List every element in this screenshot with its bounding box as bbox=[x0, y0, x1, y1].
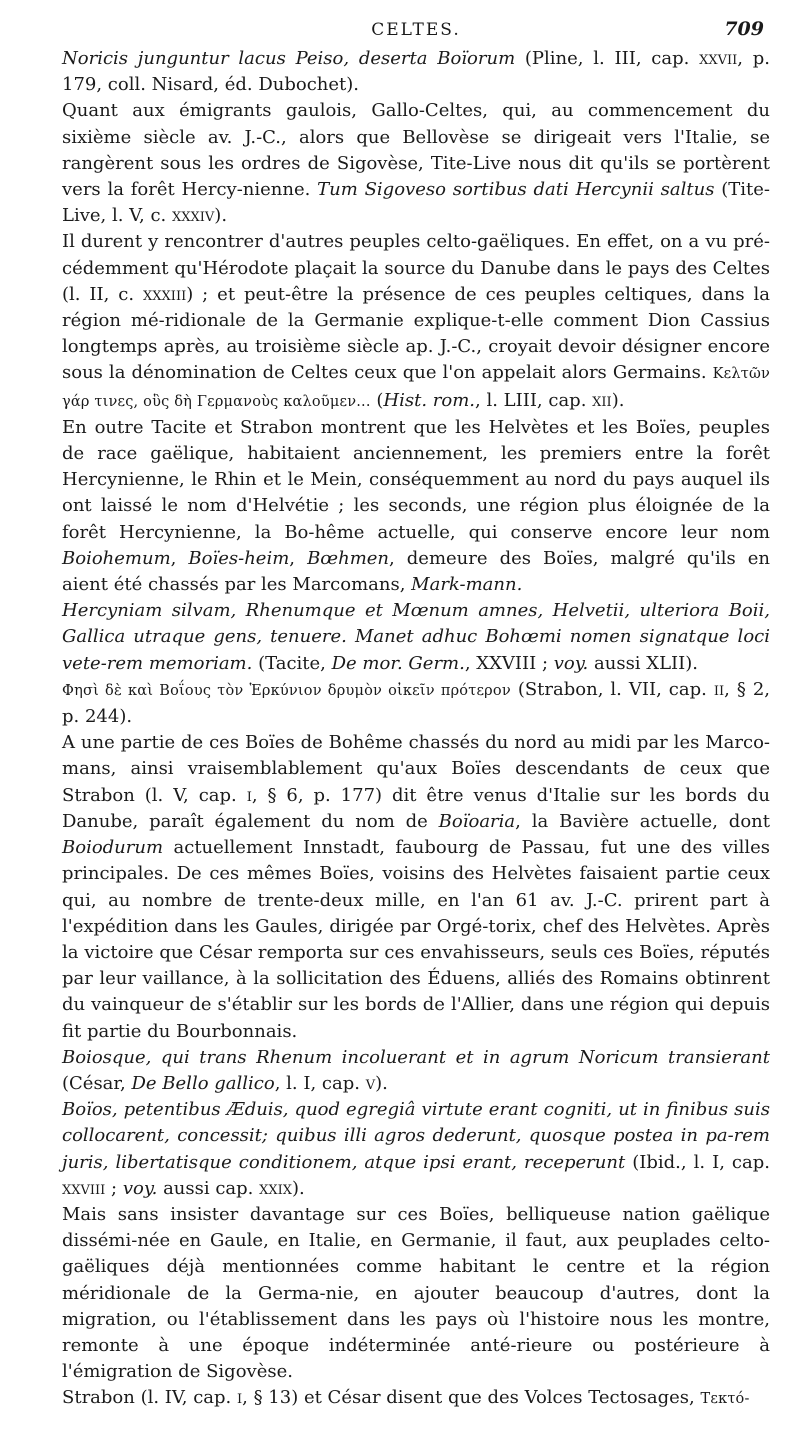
running-title: CELTES. bbox=[371, 20, 461, 40]
paragraph-cesar-quote-1: Boiosque, qui trans Rhenum incoluerant et in agrum Noricum transierant (César, De Bello gallico, l. I, cap. v). bbox=[62, 1046, 770, 1094]
body-text bbox=[62, 46, 770, 1413]
page-number: 709 bbox=[724, 18, 764, 40]
paragraph-cesar-quote-2: Boïos, petentibus Æduis, quod egregiâ virtute erant cogniti, ut in finibus suis collocarent, concessit; quibus illi agros dederunt, quosque postea in pa-rem juris, libertatisque conditionem, atque ipsi erant, receperunt (Ibid., l. I, cap. xxviii ; voy. aussi cap. xxix). bbox=[62, 1099, 770, 1199]
paragraph-volces: Strabon (l. IV, cap. i, § 13) et César disent que des Volces Tectosages, Τεκτό- bbox=[62, 1387, 750, 1409]
paragraph-helvetes-boies: En outre Tacite et Strabon montrent que les Helvètes et les Boïes, peuples de race gaëlique, habitaient anciennement, les premiers entre la forêt Hercynienne, le Rhin et le Mein, conséquemment au nord du pays auquel ils ont laissé le nom d'Helvétie ; les seconds, une région plus éloignée de la forêt Hercynienne, la Bo-hême actuelle, qui conserve encore leur nom Boiohemum, Boïes-heim, Bœhmen, demeure des Boïes, malgré qu'ils en aient été chassés par les Marcomans, Mark-mann. bbox=[62, 416, 770, 596]
paragraph-pline-quote: Noricis junguntur lacus Peiso, deserta Boïorum (Pline, l. III, cap. xxvii, p. 179, coll. Nisard, éd. Dubochet). bbox=[62, 48, 770, 96]
paragraph-boies-boheme: A une partie de ces Boïes de Bohême chassés du nord au midi par les Marco-mans, ainsi vraisemblablement qu'aux Boïes descendants de ceux que Strabon (l. V, cap. i, § 6, p. 177) dit être venus d'Italie sur les bords du Danube, paraît également du nom de Boïoaria, la Bavière actuelle, dont Boiodurum actuellement Innstadt, faubourg de Passau, fut une des villes principales. De ces mêmes Boïes, voisins des Helvètes faisaient partie ceux qui, au nombre de trente-deux mille, en l'an 61 av. J.-C. prirent part à l'expédition dans les Gaules, dirigée par Orgé-torix, chef des Helvètes. Après la victoire que César remporta sur ces envahisseurs, seuls ces Boïes, réputés par leur vaillance, à la sollicitation des Éduens, alliés des Romains obtinrent du vainqueur de s'établir sur les bords de l'Allier, dans une région qui depuis fit partie du Bourbonnais. bbox=[62, 732, 770, 1042]
paragraph-sigovese: Quant aux émigrants gaulois, Gallo-Celtes, qui, au commencement du sixième siècle av. J.-C., alors que Bellovèse se dirigeait vers l'Italie, se rangèrent sous les ordres de Sigovèse, Tite-Live nous dit qu'ils se portèrent vers la forêt Hercy-nienne. Tum Sigoveso sortibus dati Hercynii saltus (Tite-Live, l. V, c. xxxiv). bbox=[62, 100, 770, 227]
paragraph-tacite-quote: Hercyniam silvam, Rhenumque et Mœnum amnes, Helvetii, ulteriora Boii, Gallica utraque gens, tenuere. Manet adhuc Bohœmi nomen signatque loci vete-rem memoriam. (Tacite, De mor. Germ., XXVIII ; voy. aussi XLII). bbox=[62, 600, 770, 674]
paragraph-celto-gaeliques: Il durent y rencontrer d'autres peuples celto-gaëliques. En effet, on a vu pré-cédemment qu'Hérodote plaçait la source du Danube dans le pays des Celtes (l. II, c. xxxiii) ; et peut-être la présence de ces peuples celtiques, dans la région mé-ridionale de la Germanie explique-t-elle comment Dion Cassius longtemps après, au troisième siècle ap. J.-C., croyait devoir désigner encore sous la dénomination de Celtes ceux que l'on appelait alors Germains. Κελτῶν γάρ τινες, οὓς δὴ Γερμανοὺς καλοῦμεν... (Hist. rom., l. LIII, cap. xii). bbox=[62, 231, 770, 411]
paragraph-peuplades: Mais sans insister davantage sur ces Boïes, belliqueuse nation gaëlique dissémi-née en Gaule, en Italie, en Germanie, il faut, aux peuplades celto-gaëliques déjà mentionnées comme habitant le centre et la région méridionale de la Germa-nie, en ajouter beaucoup d'autres, dont la migration, ou l'établissement dans les pays où l'histoire nous les montre, remonte à une époque indéterminée anté-rieure ou postérieure à l'émigration de Sigovèse. bbox=[62, 1203, 770, 1383]
running-head bbox=[62, 0, 770, 46]
paragraph-strabon-quote: Φησὶ δὲ καὶ Βοΐους τὸν Ἑρκύνιον δρυμὸν οἰκεῖν πρότερον (Strabon, l. VII, cap. ii, § 2, p. 244). bbox=[62, 678, 770, 728]
